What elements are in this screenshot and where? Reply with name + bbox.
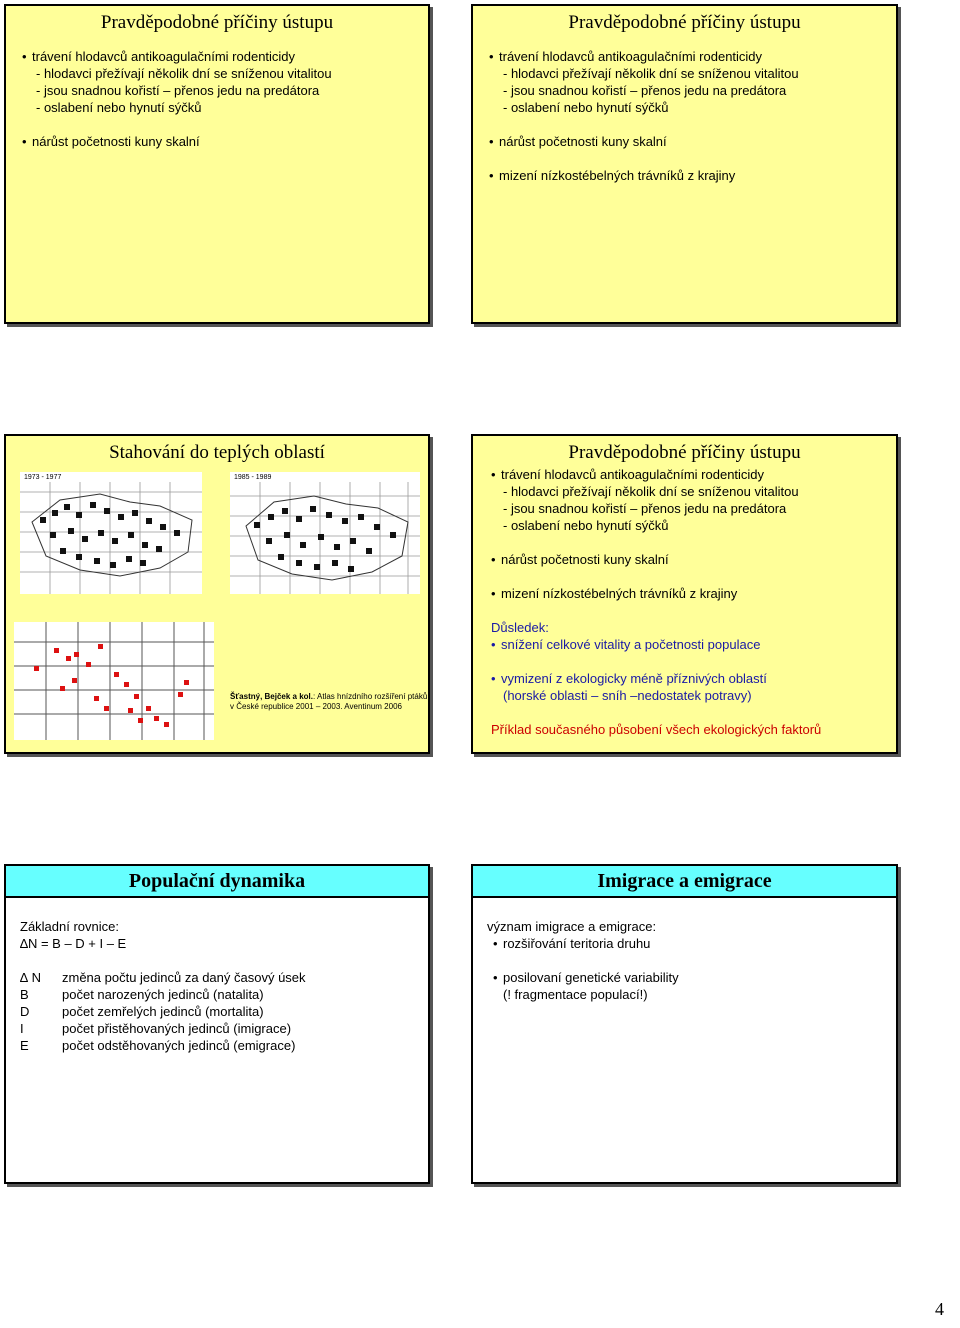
equation-intro: Základní rovnice: bbox=[20, 919, 119, 934]
symbol: B bbox=[20, 987, 29, 1002]
page-number: 4 bbox=[935, 1299, 944, 1319]
bullet: • trávení hlodavců antikoagulačními rodenticidy bbox=[32, 48, 295, 65]
symbol-desc: počet narozených jedinců (natalita) bbox=[62, 987, 264, 1002]
symbol-desc: počet zemřelých jedinců (mortalita) bbox=[62, 1004, 264, 1019]
slide-title: Imigrace a emigrace bbox=[473, 866, 896, 898]
sub-item: - hlodavci přežívají několik dní se sníženou vitalitou bbox=[36, 66, 332, 81]
slide-6 bbox=[471, 864, 898, 1184]
example-text: Příklad současného působení všech ekologických faktorů bbox=[491, 722, 822, 737]
slide-title: Populační dynamika bbox=[6, 866, 428, 898]
symbol: I bbox=[20, 1021, 24, 1036]
bullet: • nárůst početnosti kuny skalní bbox=[501, 551, 669, 568]
distribution-map-2 bbox=[230, 472, 420, 594]
sub-item: - hlodavci přežívají několik dní se sníženou vitalitou bbox=[503, 66, 799, 81]
sub-item: - jsou snadnou kořistí – přenos jedu na predátora bbox=[36, 83, 320, 98]
intro-text: význam imigrace a emigrace: bbox=[487, 919, 657, 934]
bullet: • mizení nízkostébelných trávníků z krajiny bbox=[499, 167, 735, 184]
slide-title: Pravděpodobné příčiny ústupu bbox=[568, 12, 801, 33]
sub-item: - hlodavci přežívají několik dní se sníženou vitalitou bbox=[503, 484, 799, 499]
citation-source: : Atlas hnízdního rozšíření ptáků v České republice 2001 – 2003. Aventinum 2006 bbox=[230, 692, 428, 711]
bullet: • trávení hlodavců antikoagulačními rodenticidy bbox=[501, 466, 764, 483]
slide-title: Pravděpodobné příčiny ústupu bbox=[100, 12, 334, 33]
symbol: ∆ N bbox=[20, 970, 41, 985]
slide-5 bbox=[4, 864, 430, 1184]
symbol-desc: změna počtu jedinců za daný časový úsek bbox=[62, 970, 306, 985]
map-period-label: 1973 - 1977 bbox=[24, 474, 62, 481]
symbol: D bbox=[20, 1004, 30, 1019]
bullet: • mizení nízkostébelných trávníků z krajiny bbox=[501, 585, 737, 602]
consequence-bullet: • snížení celkové vitality a početnosti populace bbox=[501, 636, 760, 653]
equation: ∆N = B – D + I – E bbox=[20, 936, 127, 951]
bullet: • nárůst početnosti kuny skalní bbox=[499, 133, 667, 150]
bullet: • posilovaní genetické variability bbox=[503, 969, 679, 986]
citation-authors: Šťastný, Bejček a kol. bbox=[230, 692, 313, 701]
slide-1 bbox=[4, 4, 430, 324]
bullet: • rozšiřování teritoria druhu bbox=[503, 935, 650, 952]
sub-item: - jsou snadnou kořistí – přenos jedu na predátora bbox=[503, 83, 787, 98]
slide-4 bbox=[471, 434, 898, 754]
bullet: • trávení hlodavců antikoagulačními rodenticidy bbox=[499, 48, 762, 65]
slide-title: Stahování do teplých oblastí bbox=[109, 442, 325, 463]
slide-title: Pravděpodobné příčiny ústupu bbox=[568, 442, 801, 463]
slide-3 bbox=[4, 434, 430, 754]
sub-item: - jsou snadnou kořistí – přenos jedu na predátora bbox=[503, 501, 787, 516]
sub-item: - oslabení nebo hynutí sýčků bbox=[503, 518, 669, 533]
sub-item: - oslabení nebo hynutí sýčků bbox=[503, 100, 669, 115]
consequence-heading: Důsledek: bbox=[491, 620, 549, 635]
consequence-sub: (horské oblasti – sníh –nedostatek potravy) bbox=[503, 688, 752, 703]
map-period-label: 1985 - 1989 bbox=[234, 474, 272, 481]
sub-item: - oslabení nebo hynutí sýčků bbox=[36, 100, 202, 115]
distribution-map-3 bbox=[14, 622, 214, 740]
symbol-desc: počet přistěhovaných jedinců (imigrace) bbox=[62, 1021, 292, 1036]
slide-2 bbox=[471, 4, 898, 324]
distribution-map-1 bbox=[20, 472, 202, 594]
symbol-desc: počet odstěhovaných jedinců (emigrace) bbox=[62, 1038, 296, 1053]
bullet: • nárůst početnosti kuny skalní bbox=[32, 133, 200, 150]
map-citation bbox=[230, 692, 430, 712]
consequence-bullet: • vymizení z ekologicky méně příznivých oblastí bbox=[501, 670, 767, 687]
symbol: E bbox=[20, 1038, 29, 1053]
sub-item: (! fragmentace populací!) bbox=[503, 987, 648, 1002]
